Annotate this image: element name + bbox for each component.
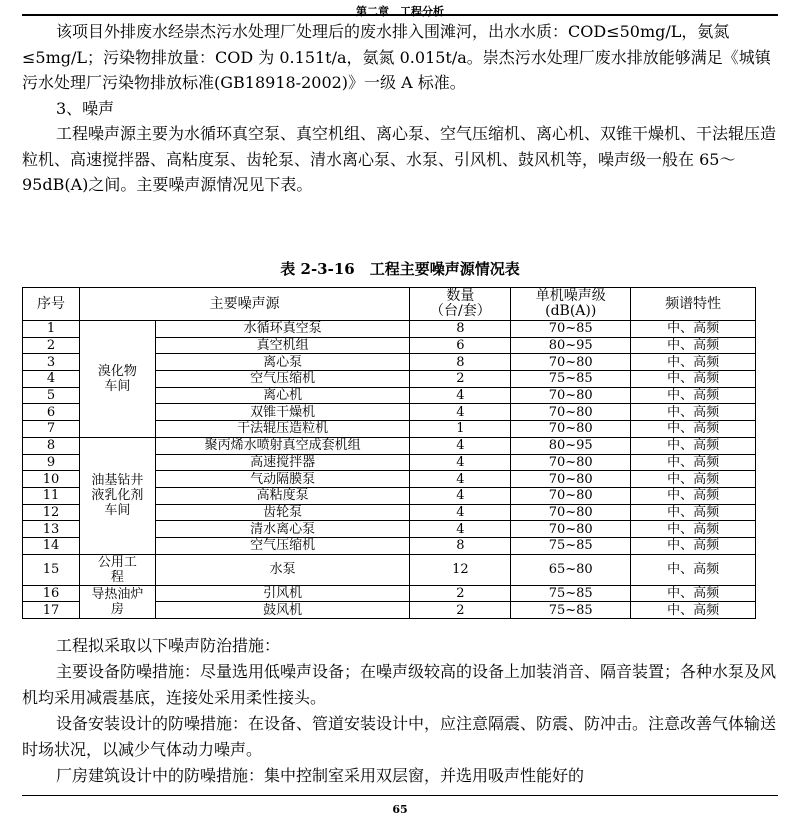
table-row: 13 清水离心泵 4 70~80 中、高频 xyxy=(23,521,756,538)
table-row: 8 油基钻井液乳化剂车间 聚丙烯水喷射真空成套机组 4 80~95 中、高频 xyxy=(23,437,756,454)
group-label: 公用工程 xyxy=(79,554,155,585)
table-row: 7 干法辊压造粒机 1 70~80 中、高频 xyxy=(23,421,756,438)
header-seq: 序号 xyxy=(23,288,80,321)
table-row: 12 齿轮泵 4 70~80 中、高频 xyxy=(23,504,756,521)
header-level: 单机噪声级 (dB(A)) xyxy=(511,288,631,321)
noise-heading: 3、噪声 xyxy=(56,98,115,118)
table-header-row xyxy=(23,288,756,321)
page-footer xyxy=(22,795,778,815)
noise-source-paragraph: 工程噪声源主要为水循环真空泵、真空机组、离心泵、空气压缩机、离心机、双锥干燥机、干法辊压造粒机、高速搅拌器、高粘度泵、齿轮泵、清水离心泵、水泵、引风机、鼓风机等，噪声级一般在 65～95dB(A)之间。主要噪声源情况见下表。 xyxy=(22,124,777,194)
table-row: 3 离心泵 8 70~80 中、高频 xyxy=(23,354,756,371)
chapter-title: 第二章 工程分析 xyxy=(356,5,444,18)
building-measures: 厂房建筑设计中的防噪措施：集中控制室采用双层窗，并选用吸声性能好的 xyxy=(56,766,585,785)
table-row: 2 真空机组 6 80~95 中、高频 xyxy=(23,337,756,354)
table-row: 6 双锥干燥机 4 70~80 中、高频 xyxy=(23,404,756,421)
table-row: 5 离心机 4 70~80 中、高频 xyxy=(23,387,756,404)
intro-section xyxy=(22,19,778,198)
table-row: 16 导热油炉房 引风机 2 75~85 中、高频 xyxy=(23,585,756,602)
table-row: 1 溴化物车间 水循环真空泵 8 70~85 中、高频 xyxy=(23,321,756,338)
page-header xyxy=(22,0,778,16)
noise-source-table xyxy=(22,287,756,619)
header-qty: 数量 （台/套） xyxy=(410,288,511,321)
table-row: 4 空气压缩机 2 75~85 中、高频 xyxy=(23,371,756,388)
table-row: 17 鼓风机 2 75~85 中、高频 xyxy=(23,602,756,619)
table-row: 14 空气压缩机 8 75~85 中、高频 xyxy=(23,537,756,554)
mitigation-section xyxy=(22,633,778,789)
measures-intro: 工程拟采取以下噪声防治措施： xyxy=(56,636,281,655)
group-label: 油基钻井液乳化剂车间 xyxy=(79,437,155,554)
page-number: 65 xyxy=(392,803,408,816)
header-source: 主要噪声源 xyxy=(79,288,409,321)
group-label: 溴化物车间 xyxy=(79,321,155,438)
table-caption: 表 2-3-16 工程主要噪声源情况表 xyxy=(280,260,520,278)
equipment-measures: 主要设备防噪措施：尽量选用低噪声设备；在噪声级较高的设备上加装消音、隔音装置；各种水泵及风机均采用减震基底，连接处采用柔性接头。 xyxy=(22,662,777,707)
header-spectrum: 频谱特性 xyxy=(631,288,756,321)
group-label: 导热油炉房 xyxy=(79,585,155,618)
table-row: 11 高粘度泵 4 70~80 中、高频 xyxy=(23,487,756,504)
table-row: 10 气动隔膜泵 4 70~80 中、高频 xyxy=(23,471,756,488)
table-row: 15 公用工程 水泵 12 65~80 中、高频 xyxy=(23,554,756,585)
table-row: 9 高速搅拌器 4 70~80 中、高频 xyxy=(23,454,756,471)
installation-measures: 设备安装设计的防噪措施：在设备、管道安装设计中，应注意隔震、防震、防冲击。注意改善气体输送时场状况，以减少气体动力噪声。 xyxy=(22,714,777,759)
wastewater-paragraph: 该项目外排废水经崇杰污水处理厂处理后的废水排入围滩河，出水水质：COD≤50mg/L，氨氮≤5mg/L；污染物排放量：COD 为 0.151t/a，氨氮 0.015t/a。崇杰污水处理厂废水排放能够满足《城镇污水处理厂污染物排放标准(GB18918-2002)》一级 A 标准。 xyxy=(22,22,771,92)
